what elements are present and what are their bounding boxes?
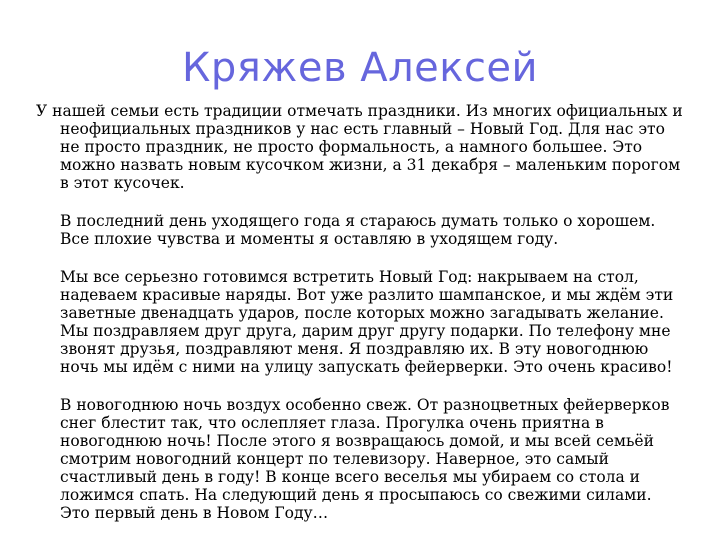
paragraph-intro: У нашей семьи есть традиции отмечать праздники. Из многих официальных и неофициальных праздников у нас есть главный – Новый Год. Для нас это не просто праздник, не просто формальность, а намного большее. Это можно назвать новым кусочком жизни, а 31 декабря – маленьким порогом в этот кусочек. (36, 102, 683, 192)
paragraph-last-day: В последний день уходящего года я стараюсь думать только о хорошем. Все плохие чувства и моменты я оставляю в уходящем году. (60, 212, 656, 248)
paragraph-preparation: Мы все серьезно готовимся встретить Новый Год: накрываем на стол, надеваем красивые наряды. Вот уже разлито шампанское, и мы ждём эти заветные двенадцать ударов, после которых можно загадывать желание. Мы поздравляем друг друга, дарим друг другу подарки. По телефону мне звонят друзья, поздравляют меня. Я поздравляю их. В эту новогоднюю ночь мы идём с ними на улицу запускать фейерверки. Это очень красиво! (60, 268, 674, 376)
slide-body (36, 102, 686, 542)
slide-title: Кряжев Алексей (181, 45, 539, 91)
paragraph-new-year-night: В новогоднюю ночь воздух особенно свеж. От разноцветных фейерверков снег блестит так, что ослепляет глаза. Прогулка очень приятна в новогоднюю ночь! После этого я возвращаюсь домой, и мы всей семьёй смотрим новогодний концерт по телевизору. Наверное, это самый счастливый день в году! В конце всего веселья мы убираем со стола и ложимся спать. На следующий день я просыпаюсь со свежими силами. Это первый день в Новом Году… (60, 396, 670, 522)
